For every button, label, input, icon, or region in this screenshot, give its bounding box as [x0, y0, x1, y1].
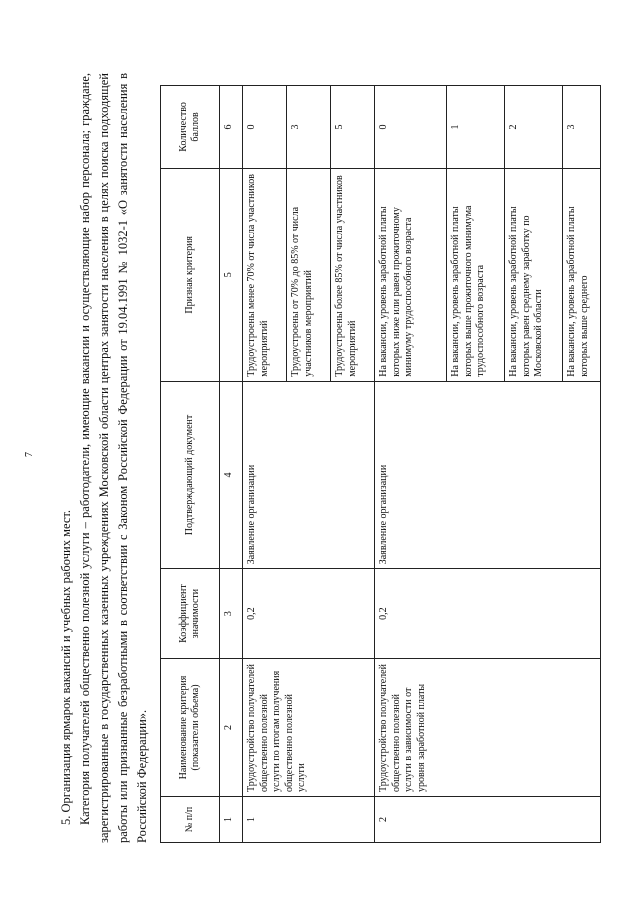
document-sheet — [10, 53, 610, 873]
criterion-sign: На вакансии, уровень заработной платы которых равен среднему заработку по Московской области — [505, 168, 563, 381]
row-number: 2 — [375, 796, 601, 842]
criterion-sign: Трудоустроены более 85% от числа участников мероприятий — [331, 168, 375, 381]
score: 3 — [563, 86, 601, 169]
score: 1 — [447, 86, 505, 169]
column-number: 1 — [220, 796, 243, 842]
criteria-table — [160, 85, 601, 843]
criterion-sign: Трудоустроены от 70% до 85% от числа участников мероприятий — [287, 168, 331, 381]
column-number: 5 — [220, 168, 243, 381]
coefficient: 0,2 — [375, 569, 601, 659]
supporting-document: Заявление организации — [243, 381, 375, 569]
category-paragraph: Категория получателей общественно полезной услуги – работодатели, имеющие вакансии и осуществляющие набор персонала; граждане, зарегистрированные в государственных казенных учреждениях Московской области центрах занятости населения в целях поиска подходящей работы или признанные безработными в соответствии с Законом Российской Федерации от 19.04.1991 № 1032-1 «О занятости населения в Российской Федерации». — [78, 73, 149, 843]
header-number: № п/п — [161, 796, 220, 842]
table-row — [243, 86, 287, 843]
criterion-sign: На вакансии, уровень заработной платы которых ниже или равен прожиточному минимуму трудоспособного возраста — [375, 168, 447, 381]
score: 3 — [287, 86, 331, 169]
table-header-row — [161, 86, 220, 843]
score: 2 — [505, 86, 563, 169]
table-row — [375, 86, 447, 843]
criterion-sign: Трудоустроены менее 70% от числа участников мероприятий — [243, 168, 287, 381]
column-number: 6 — [220, 86, 243, 169]
column-number-row — [220, 86, 243, 843]
row-number: 1 — [243, 796, 375, 842]
score: 0 — [375, 86, 447, 169]
score: 0 — [243, 86, 287, 169]
page-number: 7 — [24, 452, 35, 457]
criterion-sign: На вакансии, уровень заработной платы которых выше прожиточного минимума трудоспособного возраста — [447, 168, 505, 381]
header-score: Количество баллов — [161, 86, 220, 169]
column-number: 4 — [220, 381, 243, 569]
header-document: Подтверждающий документ — [161, 381, 220, 569]
header-coefficient: Коэффициент значимости — [161, 569, 220, 659]
criterion-name: Трудоустройство получателей общественно полезной услуги по итогам получения общественно полезной услуги — [243, 658, 375, 796]
column-number: 3 — [220, 569, 243, 659]
coefficient: 0,2 — [243, 569, 375, 659]
header-criterion-sign: Признак критерия — [161, 168, 220, 381]
column-number: 2 — [220, 658, 243, 796]
score: 5 — [331, 86, 375, 169]
supporting-document: Заявление организации — [375, 381, 601, 569]
criterion-name: Трудоустройство получателей общественно полезной услуги в зависимости от уровня заработной платы — [375, 658, 601, 796]
criterion-sign: На вакансии, уровень заработной платы которых выше среднего — [563, 168, 601, 381]
section-heading: 5. Организация ярмарок вакансий и учебных рабочих мест. — [59, 509, 73, 825]
header-criterion-name: Наименование критерия (показатели объема) — [161, 658, 220, 796]
